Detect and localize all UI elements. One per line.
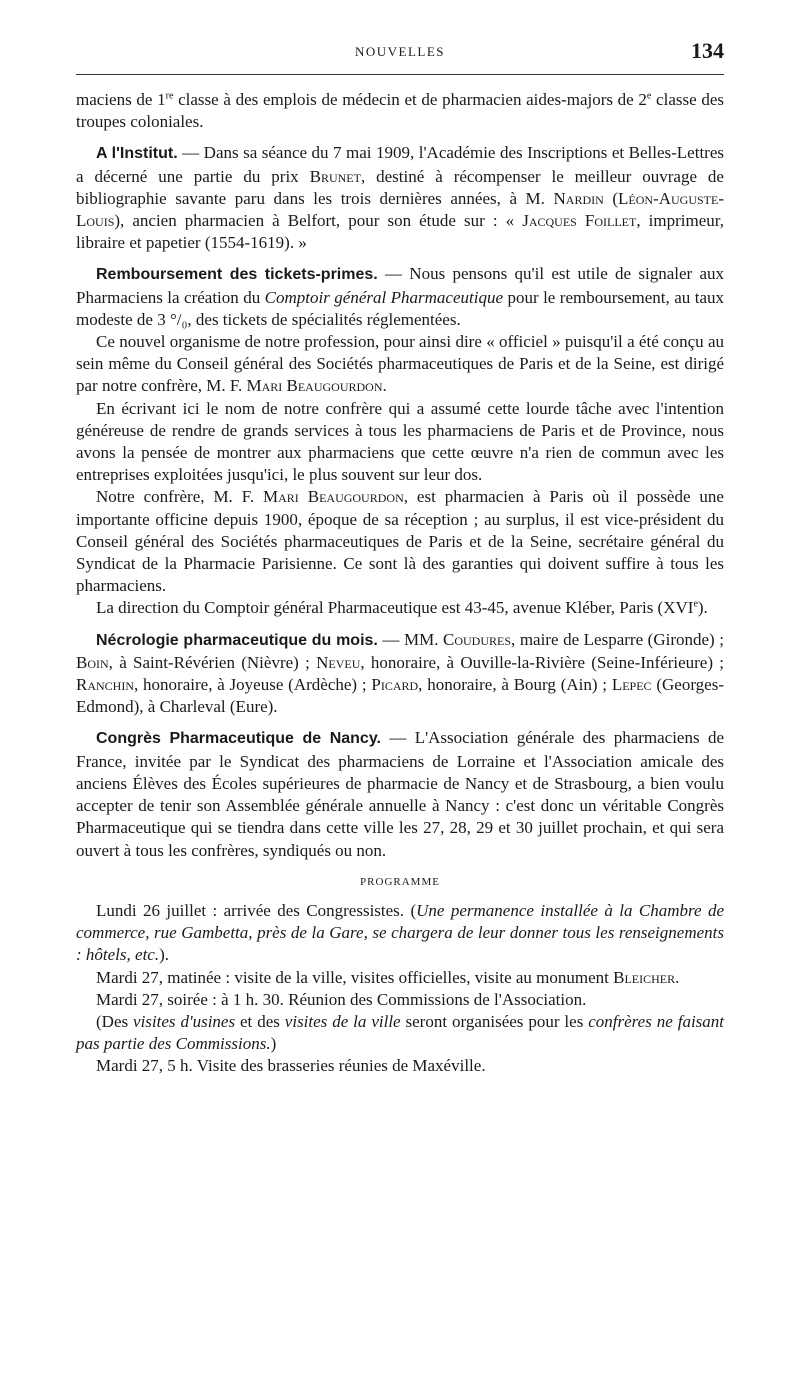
- programme-title: PROGRAMME: [360, 875, 440, 888]
- section-heading: Remboursement des tickets-primes.: [96, 266, 378, 284]
- programme-item: (Des visites d'usines et des visites de la ville seront organisées pour les confrères ne faisant pas partie des Commissions.): [76, 1011, 724, 1054]
- remboursement-paragraph-2: Ce nouvel organisme de notre profession, pour ainsi dire « officiel » puisqu'il a été conçu au sein même du Conseil général des Sociétés pharmaceutiques de Paris et de la Seine, est dirigé par notre confrère, M. F. Mari Beaugourdon.: [76, 332, 724, 396]
- section-heading: Nécrologie pharmaceutique du mois.: [96, 631, 378, 649]
- remboursement-paragraph: Remboursement des tickets-primes. — Nous pensons qu'il est utile de signaler aux Pharmaciens la création du Comptoir général Pharmaceutique pour le remboursement, au taux modeste de 3 °/₀, des tickets de spécialités réglementées.: [76, 264, 724, 329]
- programme-item: Mardi 27, 5 h. Visite des brasseries réunies de Maxéville.: [96, 1056, 486, 1076]
- remboursement-paragraph-4: Notre confrère, M. F. Mari Beaugourdon, est pharmacien à Paris où il possède une importante officine depuis 1900, époque de sa réception ; au surplus, il est vice-président du Conseil général des Sociétés pharmaceutiques de Paris et de la Seine, secrétaire général du Syndicat de la Pharmacie Parisienne. Ce sont là des garanties qui doivent suffire à tous les pharmaciens.: [76, 487, 724, 596]
- remboursement-paragraph-5: La direction du Comptoir général Pharmaceutique est 43-45, avenue Kléber, Paris (XVIe).: [96, 598, 708, 618]
- programme-item: Mardi 27, matinée : visite de la ville, visites officielles, visite au monument Bleicher.: [96, 967, 680, 987]
- necrologie-paragraph: Nécrologie pharmaceutique du mois. — MM. Coudures, maire de Lesparre (Gironde) ; Boin, à Saint-Révérien (Nièvre) ; Neveu, honoraire, à Ouville-la-Rivière (Seine-Inférieure) ; Ranchin, honoraire, à Joyeuse (Ardèche) ; Picard, honoraire, à Bourg (Ain) ; Lepec (Georges-Edmond), à Charleval (Eure).: [76, 629, 725, 717]
- running-title: NOUVELLES: [354, 44, 446, 59]
- institut-paragraph: A l'Institut. — Dans sa séance du 7 mai 1909, l'Académie des Inscriptions et Belles-Lettres a décerné une partie du prix Brunet, destiné à récompenser le meilleur ouvrage de bibliographie savante paru dans les trois dernières années, à M. Nardin (Léon-Auguste-Louis), ancien pharmacien à Belfort, pour son étude sur : « Jacques Foillet, imprimeur, libraire et papetier (1554-1619). »: [76, 143, 724, 253]
- page-header: [76, 38, 724, 68]
- remboursement-paragraph-3: En écrivant ici le nom de notre confrère qui a assumé cette lourde tâche avec l'intention généreuse de rendre de grands services à tous les pharmaciens de Paris et de Province, nous avons la pensée de montrer aux pharmaciens que cette œuvre n'a rien de commun avec les entreprises exploitées jusqu'ici, le plus souvent sur leur dos.: [76, 398, 724, 485]
- programme-item: Lundi 26 juillet : arrivée des Congressistes. (Une permanence installée à la Chambre de commerce, rue Gambetta, près de la Gare, se chargera de leur donner tous les renseignements : hôtels, etc.).: [76, 900, 724, 965]
- header-rule: [76, 74, 724, 75]
- page-number: 134: [691, 38, 724, 63]
- section-heading: A l'Institut.: [96, 145, 178, 163]
- programme-item: Mardi 27, soirée : à 1 h. 30. Réunion des Commissions de l'Association.: [96, 989, 587, 1009]
- intro-paragraph: maciens de 1re classe à des emplois de médecin et de pharmacien aides-majors de 2e classe des troupes coloniales.: [76, 90, 724, 132]
- section-heading: Congrès Pharmaceutique de Nancy.: [96, 730, 381, 748]
- article-body: [76, 89, 724, 1078]
- congres-paragraph: Congrès Pharmaceutique de Nancy. — L'Association générale des pharmaciens de France, invitée par le Syndicat des pharmaciens de Lorraine et l'Association amicale des anciens Élèves des Écoles supérieures de pharmacie de Nancy et de Strasbourg, a bien voulu accepter de tenir son Assemblée générale annuelle à Nancy : c'est donc un véritable Congrès Pharmaceutique qui se tiendra dans cette ville les 27, 28, 29 et 30 juillet prochain, et qui sera ouvert à tous les confrères, syndiqués ou non.: [76, 728, 724, 860]
